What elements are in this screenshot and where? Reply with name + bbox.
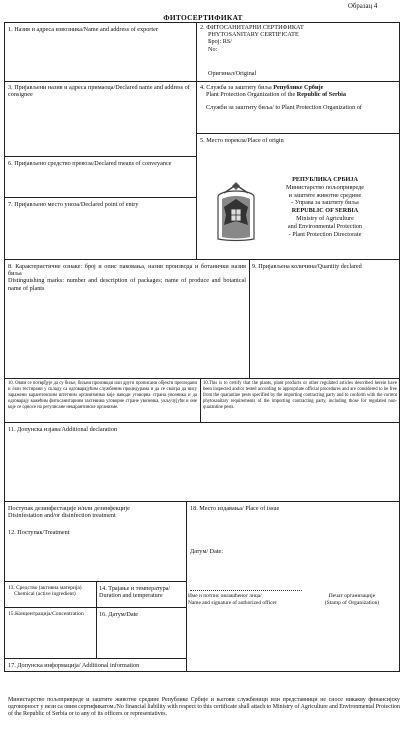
certificate-number-label: Број: RS/ bbox=[208, 38, 233, 46]
stamp-label bbox=[306, 593, 398, 606]
chemical-label bbox=[8, 585, 94, 598]
coat-of-arms-icon bbox=[214, 181, 258, 247]
distinguishing-marks-box bbox=[8, 263, 246, 292]
place-of-origin-label: 5. Место порекла/Place of origin bbox=[200, 137, 284, 144]
ppo-line2-bold: Republic of Serbia bbox=[296, 91, 346, 99]
ministry-name-cyr-2: и заштите животне средине bbox=[288, 191, 362, 199]
certificate-title-en: PHYTOSANITARY CERTIFICATE bbox=[208, 31, 299, 39]
concentration-label: 15.Концентрација/Concentration bbox=[8, 611, 84, 617]
signature-label-en: Name and signature of authorized officer bbox=[188, 599, 277, 606]
plant-protection-org-box bbox=[200, 84, 397, 112]
ministry-republic-en: REPUBLIC OF SERBIA bbox=[291, 207, 359, 215]
ministry-name-cyr: Министарство пољопривреде bbox=[285, 183, 365, 191]
certification-statement-en: 10.This is to certify that the plants, plant products or other regulated articles described herein have been inspected and/or tested according to appropriate official procedures and are considered to be free from the quarantine pests specified by the importing contracting party and to conform with the current phytosanitary requirements of the importing contracting party, including those for regulated non-quarantine pests. bbox=[203, 381, 397, 411]
exporter-label: 1. Назив и адреса извозника/Name and address of exporter bbox=[8, 26, 158, 33]
ppo-line1-bold: Републике Србије bbox=[273, 84, 324, 91]
signature-label bbox=[188, 593, 304, 606]
ministry-name-en-2: and Environmental Protection bbox=[287, 222, 363, 230]
place-of-issue-label: 18. Место издавања/ Place of issue bbox=[190, 505, 280, 512]
certificate-title-cyr: 2. ФИТОСАНИТАРНИ СЕРТИФИКАТ bbox=[200, 24, 304, 31]
liability-disclaimer: Министарство пољопривреде и заштите животне средине Републике Србије и његови службеници или представници не сносе никакву финансијску одговорност у вези са овим сертификатом./No financial liability with respect to this certificate shall attach to Ministry of Agriculture and Environmental Protection of the Republic of Serbia or to any of its officers or representatives. bbox=[8, 697, 400, 718]
certification-statement-cyr: 10. Овим се потврђује да су биље, биљни производи или други прописани објекти прегледани и /или тестирани у складу са одговарајућим службеним процедурама и да се сматра да нису заражени карантинским штетним организмима које наводи уговорна страна увозника и да одговарају важећим фитосанитарним захтевима уговорне стране увозника, укључујући и оне које се односе на регулисане некарантинске организме. bbox=[8, 381, 197, 411]
treatment-date-label: 16. Датум/Date bbox=[99, 611, 139, 618]
disinfestation-cyr: Поступак дезинфестације и/или дезинфекције bbox=[8, 505, 130, 512]
certificate-no-label: No: bbox=[208, 45, 218, 53]
additional-declaration-label: 11. Допунска изјава/Additional declaration bbox=[8, 426, 118, 433]
form-number-label: Образац 4 bbox=[348, 3, 378, 10]
consignee-label: 3. Пријављени назив и адреса примаоца/Declared name and address of consignee bbox=[8, 84, 190, 99]
certificate-type-box bbox=[200, 24, 395, 53]
signature-line bbox=[190, 590, 302, 591]
distinguishing-marks-en: Distinguishing marks: number and description of packages; name of produce and botanical name of plants bbox=[8, 277, 246, 292]
original-label: Оригинал/Original bbox=[208, 70, 257, 77]
conveyance-label: 6. Пријављено средство превоза/Declared means of conveyance bbox=[8, 160, 172, 167]
ministry-republic-cyr: РЕПУБЛИКА СРБИЈА bbox=[292, 176, 358, 183]
duration-temperature-label: 14. Трајање и температура/ Duration and temperature bbox=[99, 585, 171, 600]
quantity-declared-label: 9. Пријављена количина/Quantity declared bbox=[252, 263, 362, 270]
ministry-name-en: Ministry of Agriculture bbox=[296, 214, 354, 222]
certificate-frame bbox=[4, 22, 400, 672]
signature-label-cyr: Име и потпис овлашћеног лица/ bbox=[188, 593, 262, 599]
ministry-heading bbox=[270, 176, 380, 238]
ppo-to-label: Служби за заштиту биља/ to Plant Protection Organization of bbox=[206, 104, 362, 112]
chemical-label-en: Chemical (active ingredient) bbox=[14, 591, 76, 598]
ppo-line2: Plant Protection Organization of the bbox=[206, 91, 297, 99]
treatment-label: 12. Поступак/Treatment bbox=[8, 529, 70, 536]
point-of-entry-label: 7. Пријављено место уноза/Declared point of entry bbox=[8, 201, 139, 208]
ppo-line1: 4. Служба за заштиту биља bbox=[200, 84, 274, 91]
stamp-label-en: (Stamp of Organization) bbox=[324, 599, 380, 606]
ministry-directorate-en: - Plant Protection Directorate bbox=[288, 230, 362, 238]
additional-information-label: 17. Допунска информација/ Additional information bbox=[8, 662, 140, 669]
ministry-directorate-cyr: - Управа за заштиту биља bbox=[291, 199, 359, 207]
disinfestation-en: Disinfestation and/or disinfection treatment bbox=[8, 512, 116, 520]
page-title: ФИТОСЕРТИФИКАТ bbox=[163, 13, 243, 22]
chemical-label-cyr: 13. Средство (активна материја) bbox=[8, 585, 82, 591]
distinguishing-marks-cyr: 8. Карактеристичне ознаке: број и опис паковања, назив производа и ботанички назив биља bbox=[8, 263, 246, 278]
disinfestation-heading bbox=[8, 505, 184, 519]
issue-date-label: Датум/ Date: bbox=[190, 548, 224, 555]
stamp-label-cyr: Печат организације bbox=[328, 593, 376, 599]
